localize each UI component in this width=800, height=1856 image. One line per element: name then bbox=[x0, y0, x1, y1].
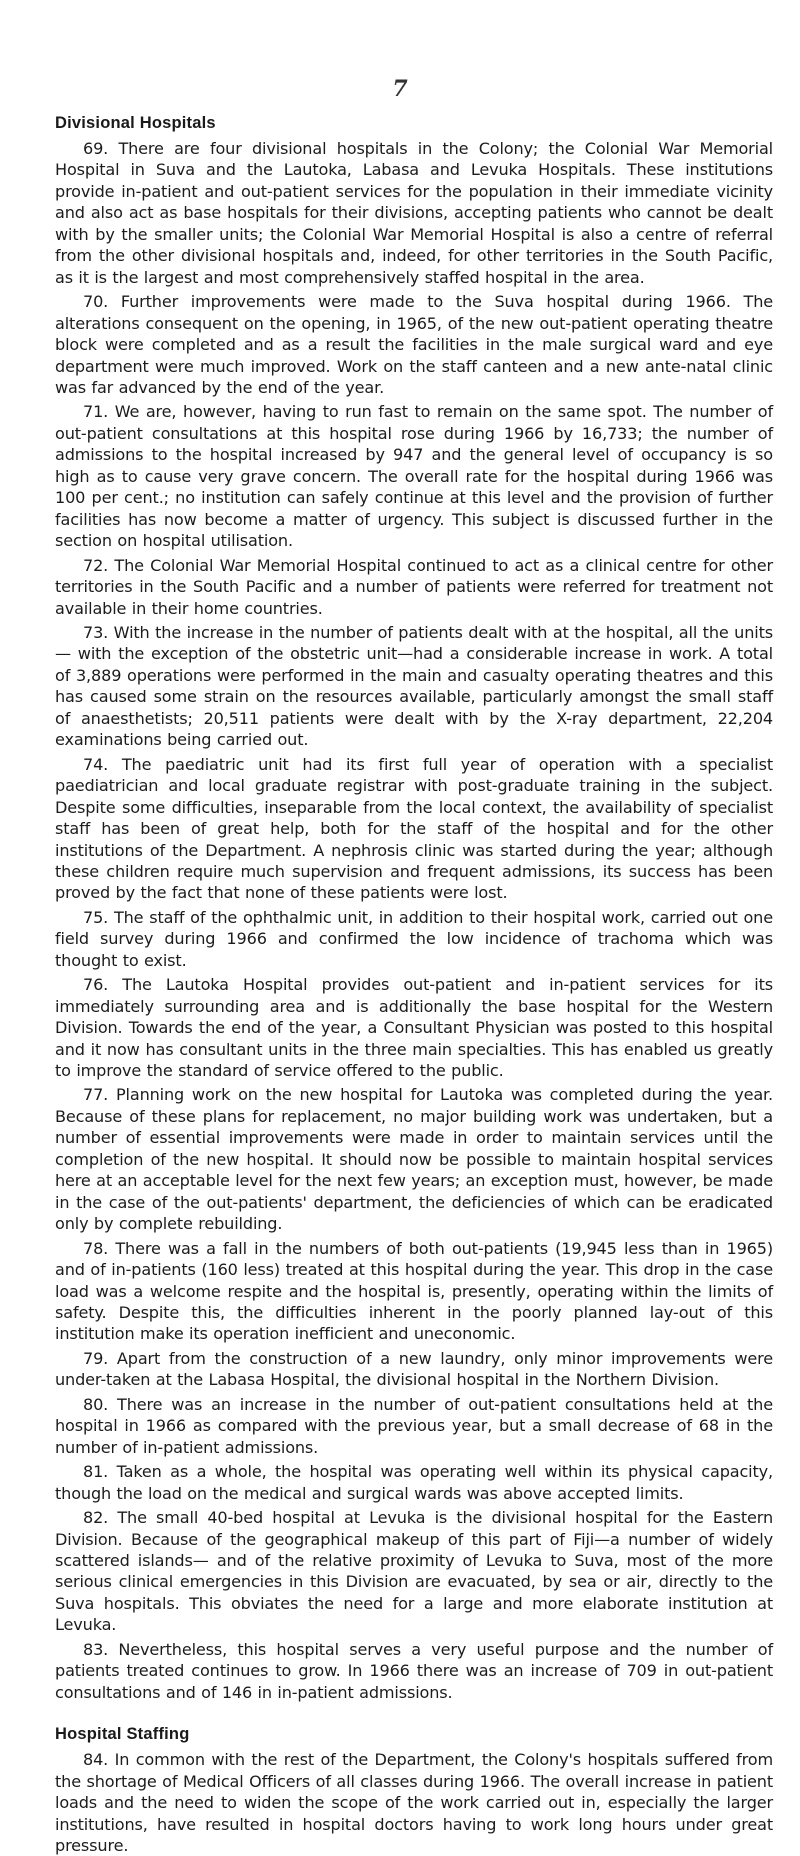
section-heading: Hospital Staffing bbox=[55, 1725, 190, 1744]
paragraph: 72. The Colonial War Memorial Hospital continued to act as a clinical centre for other territories in the South Pacific and a number of patients were referred for treatment not available in their home countries. bbox=[55, 555, 773, 618]
paragraph: 83. Nevertheless, this hospital serves a very useful purpose and the number of patients treated continues to grow. In 1966 there was an increase of 709 in out-patient consultations and of 146 in in-patient admissions. bbox=[55, 1639, 773, 1702]
paragraph: 71. We are, however, having to run fast to remain on the same spot. The number of out-patient consultations at this hospital rose during 1966 by 16,733; the number of admissions to the hospital increased by 947 and the general level of occupancy is so high as to cause very grave concern. The overall rate for the hospital during 1966 was 100 per cent.; no institution can safely continue at this level and the provision of further facilities has now become a matter of urgency. This subject is discussed further in the section on hospital utilisation. bbox=[55, 402, 773, 551]
paragraph: 79. Apart from the construction of a new laundry, only minor improvements were under-taken at the Labasa Hospital, the divisional hospital in the Northern Division. bbox=[55, 1348, 773, 1390]
paragraph: 82. The small 40-bed hospital at Levuka is the divisional hospital for the Eastern Division. Because of the geographical makeup of this part of Fiji—a number of widely scattered islands— and of the relative proximity of Levuka to Suva, most of the more serious clinical emergencies in this Division are evacuated, by sea or air, directly to the Suva hospitals. This obviates the need for a large and more elaborate institution at Levuka. bbox=[55, 1508, 773, 1635]
page-number: 7 bbox=[392, 76, 408, 102]
paragraph: 75. The staff of the ophthalmic unit, in addition to their hospital work, carried out one field survey during 1966 and confirmed the low incidence of trachoma which was thought to exist. bbox=[55, 907, 773, 970]
paragraph: 77. Planning work on the new hospital for Lautoka was completed during the year. Because of these plans for replacement, no major building work was undertaken, but a number of essential improvements were made in order to maintain services until the completion of the new hospital. It should now be possible to maintain hospital services here at an acceptable level for the next few years; an exception must, however, be made in the case of the out-patients' department, the deficiencies of which can be eradicated only by complete rebuilding. bbox=[55, 1085, 773, 1234]
document-body bbox=[55, 112, 773, 1856]
paragraph: 70. Further improvements were made to the Suva hospital during 1966. The alterations consequent on the opening, in 1965, of the new out-patient operating theatre block were completed and as a result the facilities in the male surgical ward and eye department were much improved. Work on the staff canteen and a new ante-natal clinic was far advanced by the end of the year. bbox=[55, 292, 773, 397]
paragraph: 69. There are four divisional hospitals in the Colony; the Colonial War Memorial Hospital in Suva and the Lautoka, Labasa and Levuka Hospitals. These institutions provide in-patient and out-patient services for the population in their immediate vicinity and also act as base hospitals for their divisions, accepting patients who cannot be dealt with by the smaller units; the Colonial War Memorial Hospital is also a centre of referral from the other divisional hospitals and, indeed, for other territories in the South Pacific, as it is the largest and most comprehensively staffed hospital in the area. bbox=[55, 139, 773, 287]
paragraph: 78. There was a fall in the numbers of both out-patients (19,945 less than in 1965) and of in-patients (160 less) treated at this hospital during the year. This drop in the case load was a welcome respite and the hospital is, presently, operating within the limits of safety. Despite this, the difficulties inherent in the poorly planned lay-out of this institution make its operation inefficient and uneconomic. bbox=[55, 1238, 773, 1344]
paragraph: 74. The paediatric unit had its first full year of operation with a specialist paediatrician and local graduate registrar with post-graduate training in the subject. Despite some difficulties, inseparable from the local context, the availability of specialist staff has been of great help, both for the staff of the hospital and for the other institutions of the Department. A nephrosis clinic was started during the year; although these children require much supervision and frequent admissions, its success has been proved by the fact that none of these patients were lost. bbox=[55, 754, 773, 903]
paragraph: 84. In common with the rest of the Department, the Colony's hospitals suffered from the shortage of Medical Officers of all classes during 1966. The overall increase in patient loads and the need to widen the scope of the work carried out in, especially the larger institutions, have resulted in hospital doctors having to work long hours under great pressure. bbox=[55, 1750, 773, 1855]
paragraph: 76. The Lautoka Hospital provides out-patient and in-patient services for its immediately surrounding area and is additionally the base hospital for the Western Division. Towards the end of the year, a Consultant Physician was posted to this hospital and it now has consultant units in the three main specialties. This has enabled us greatly to improve the standard of service offered to the public. bbox=[55, 975, 773, 1081]
section-heading: Divisional Hospitals bbox=[55, 114, 216, 132]
paragraph: 81. Taken as a whole, the hospital was operating well within its physical capacity, though the load on the medical and surgical wards was above accepted limits. bbox=[55, 1462, 773, 1503]
paragraph: 80. There was an increase in the number of out-patient consultations held at the hospital in 1966 as compared with the previous year, but a small decrease of 68 in the number of in-patient admissions. bbox=[55, 1394, 773, 1457]
paragraph: 73. With the increase in the number of patients dealt with at the hospital, all the units— with the exception of the obstetric unit—had a considerable increase in work. A total of 3,889 operations were performed in the main and casualty operating theatres and this has caused some strain on the resources available, particularly amongst the small staff of anaesthetists; 20,511 patients were dealt with by the X-ray department, 22,204 examinations being carried out. bbox=[55, 622, 773, 750]
